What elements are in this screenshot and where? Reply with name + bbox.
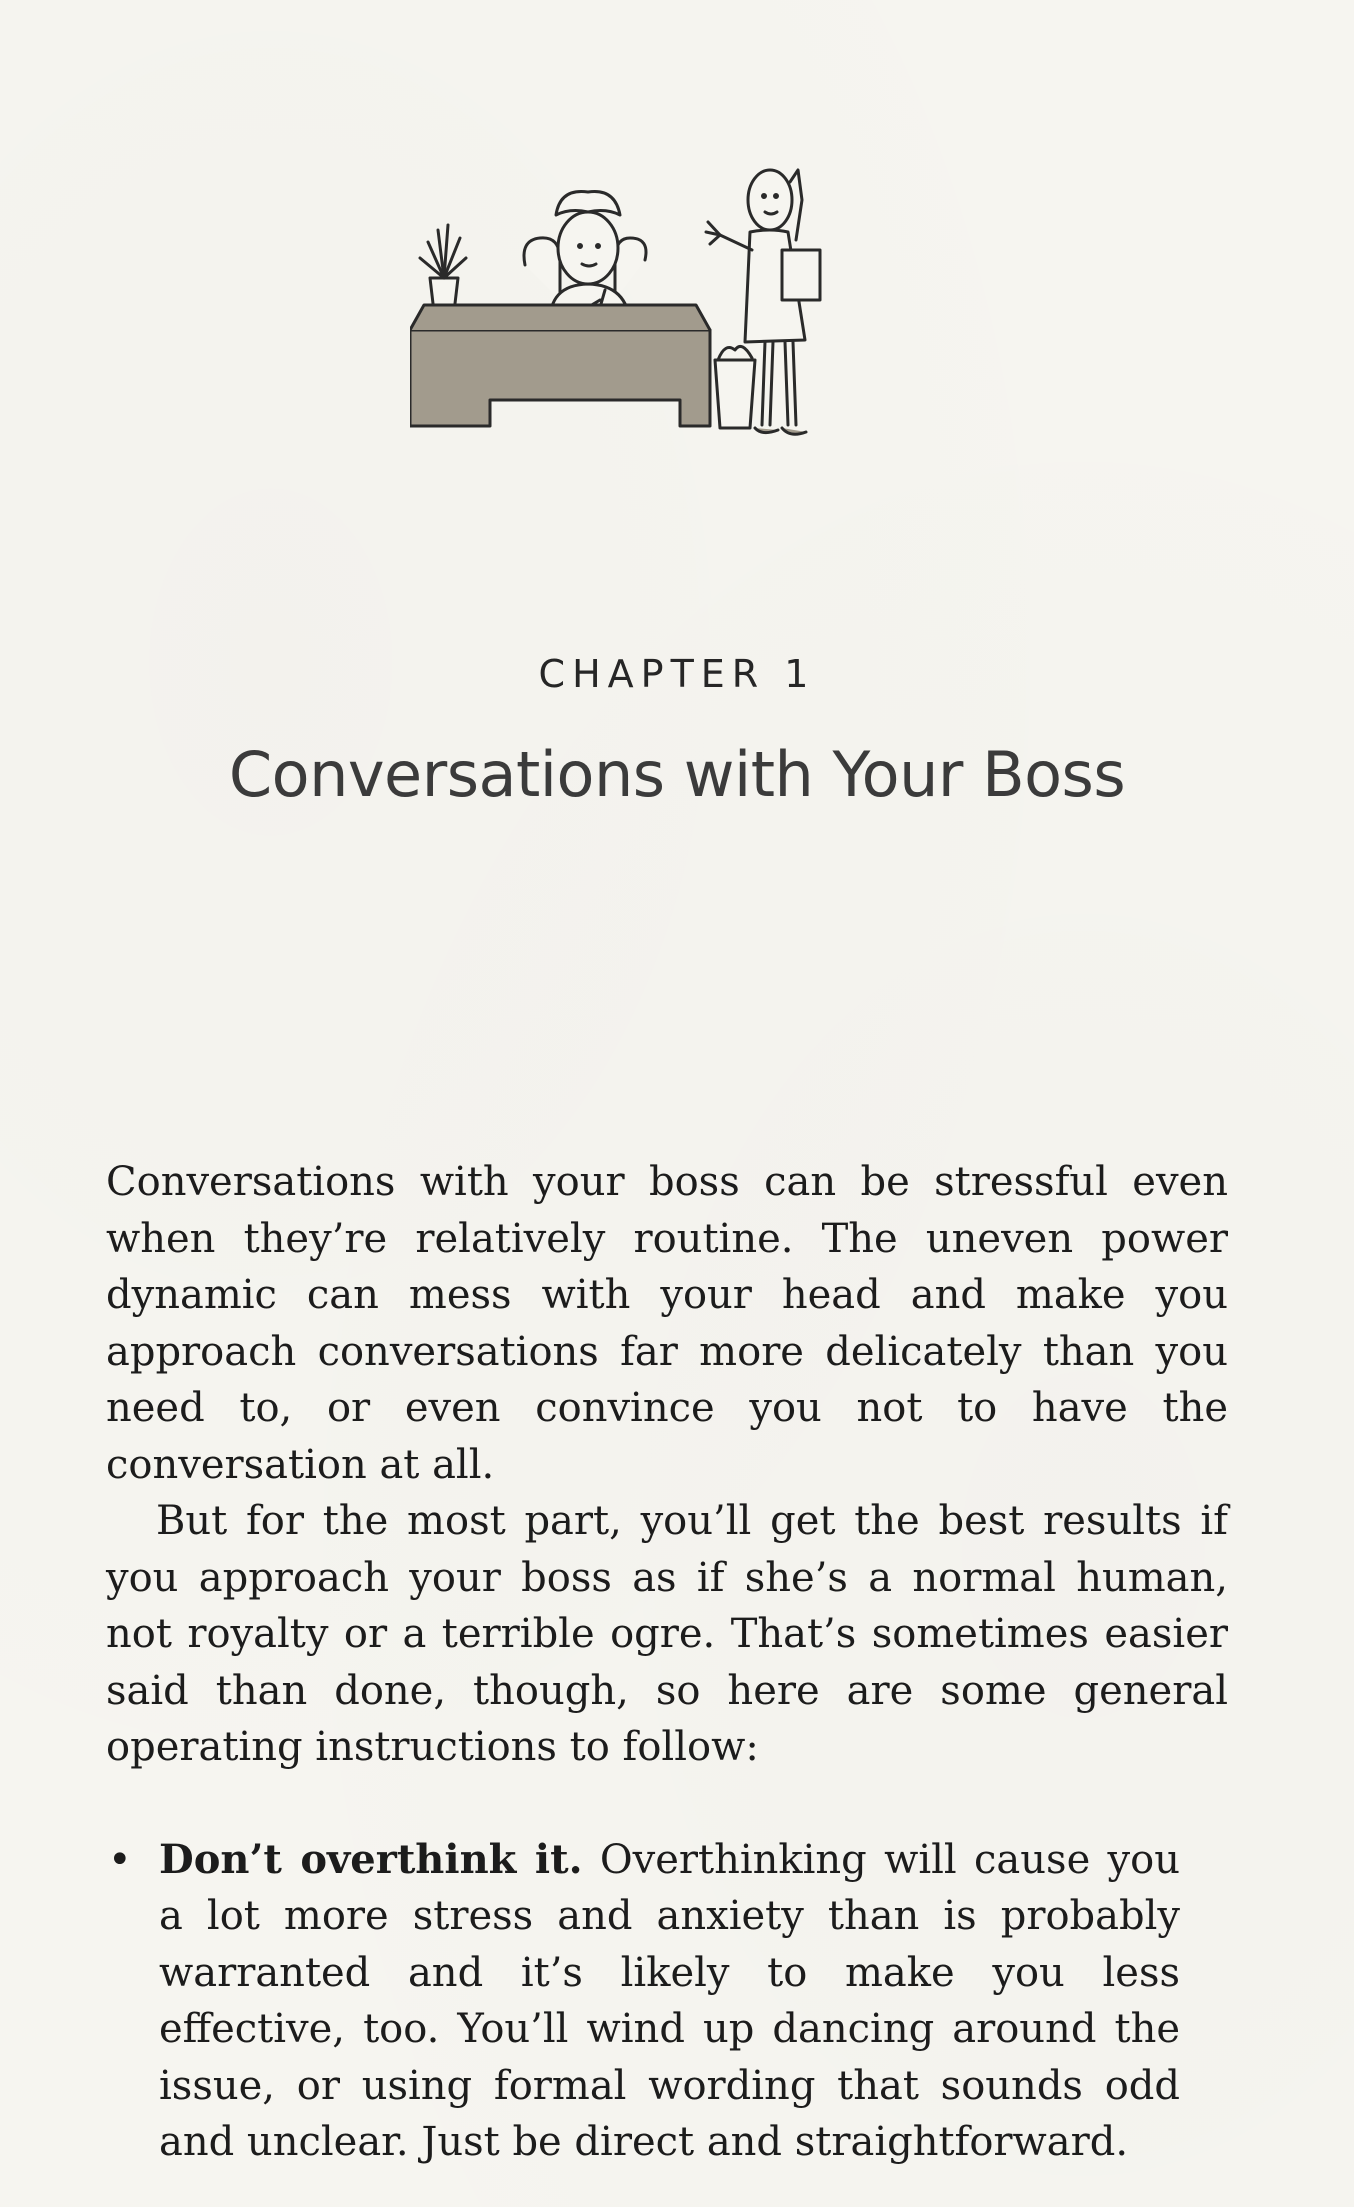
chapter-title: Conversations with Your Boss	[228, 738, 1126, 811]
body-text	[106, 1154, 1228, 2171]
bullet-marker: •	[108, 1836, 132, 1883]
paragraph-intro: Conversations with your boss can be stressful even when they’re relatively routine. The uneven power dynamic can mess with your head and make you approach conversations far more delicately than you need to, or even convince you not to have the conversation at all.	[106, 1159, 1228, 1488]
list-item	[106, 1832, 1228, 2171]
bullet-list	[106, 1832, 1228, 2171]
bullet-heading: Don’t overthink it.	[159, 1835, 583, 1883]
chapter-label: CHAPTER 1	[538, 652, 816, 696]
paragraph-approach: But for the most part, you’ll get the best results if you approach your boss as if she’s a normal human, not royalty or a terrible ogre. That’s sometimes easier said than done, though, so here are some general operating instructions to follow:	[106, 1498, 1228, 1770]
bullet-text: Overthinking will cause you a lot more stress and anxiety than is probably warranted and it’s likely to make you less effective, too. You’ll wind up dancing around the issue, or using formal wording that sounds odd and unclear. Just be direct and straightforward.	[159, 1836, 1180, 2165]
boss-at-desk-with-employee-illustration	[410, 160, 910, 560]
